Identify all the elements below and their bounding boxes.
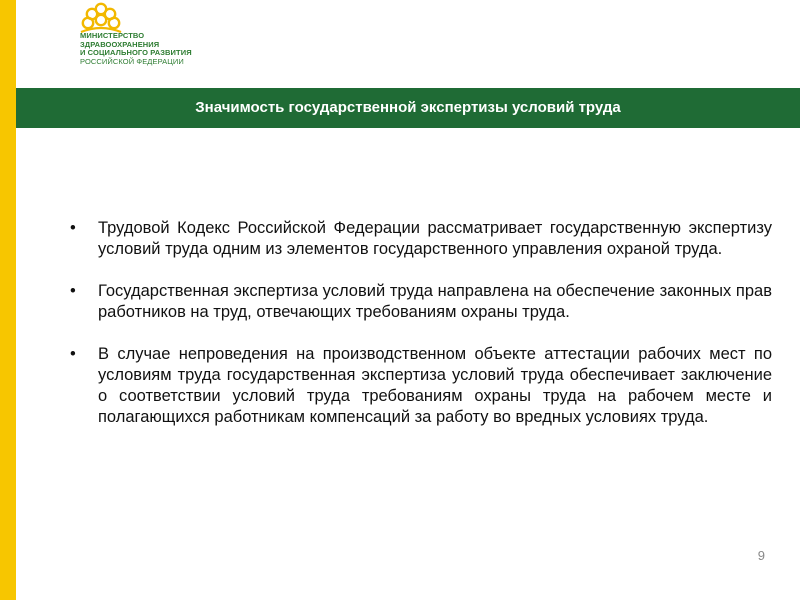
logo-line-2: ЗДРАВООХРАНЕНИЯ [80, 39, 160, 49]
logo-line-1: МИНИСТЕРСТВО [80, 31, 145, 40]
page-number: 9 [757, 548, 765, 563]
slide-title: Значимость государственной экспертизы условий труда [195, 99, 621, 116]
bullet-text: Государственная экспертиза условий труда направлена на обеспечение законных прав работников на труд, отвечающих требованиям охраны труда. [98, 282, 772, 321]
ministry-name [80, 32, 192, 66]
logo-line-4: РОССИЙСКОЙ ФЕДЕРАЦИИ [80, 56, 184, 66]
bullet-icon: • [70, 219, 76, 237]
left-accent-stripe [0, 0, 16, 600]
logo-line-3: И СОЦИАЛЬНОГО РАЗВИТИЯ [80, 48, 192, 58]
bullet-text: В случае непроведения на производственном объекте аттестации рабочих мест по условиям труда государственная экспертиза условий труда обеспечивает заключение о соответствии условий труда требованиям охраны труда на рабочем месте и полагающихся работникам компенсаций за работу во вредных условиях труда. [98, 345, 772, 426]
list-item [70, 218, 772, 260]
bullet-icon: • [70, 282, 76, 300]
bullet-icon: • [70, 345, 76, 363]
list-item [70, 344, 772, 428]
list-item [70, 281, 772, 323]
bullet-text: Трудовой Кодекс Российской Федерации рассматривает государственную экспертизу условий труда одним из элементов государственного управления охраной труда. [98, 219, 772, 258]
ministry-logo [78, 2, 258, 68]
bullet-list [70, 218, 772, 449]
